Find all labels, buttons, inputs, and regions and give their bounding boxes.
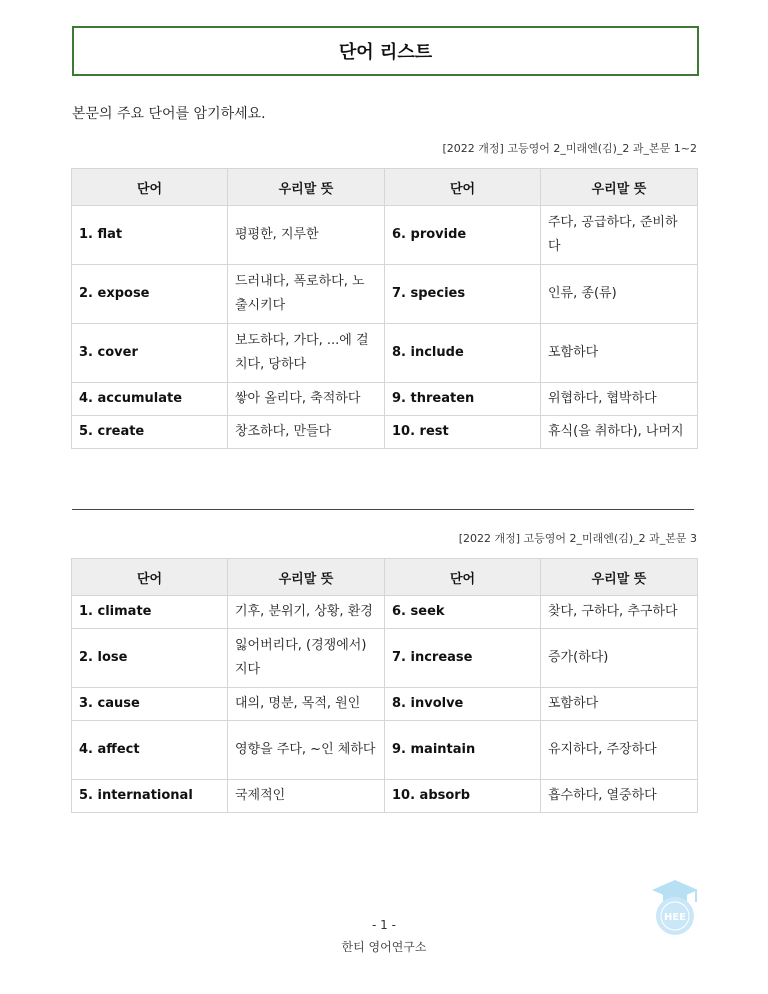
page-number: - 1 - xyxy=(372,918,396,932)
table-header-row xyxy=(72,169,698,206)
meaning-cell: 보도하다, 가다, ...에 걸치다, 당하다 xyxy=(228,324,385,383)
word-cell: 1. climate xyxy=(72,596,228,629)
table-row xyxy=(72,596,698,629)
vocab-table-2 xyxy=(71,558,698,813)
word-cell: 9. threaten xyxy=(385,383,541,416)
header-word: 단어 xyxy=(72,169,228,206)
word-cell: 5. international xyxy=(72,780,228,813)
word-cell: 7. species xyxy=(385,265,541,324)
source-label-1: [2022 개정] 고등영어 2_미래엔(김)_2 과_본문 1~2 xyxy=(442,142,697,155)
meaning-cell: 인류, 종(류) xyxy=(541,265,698,324)
word-cell: 2. lose xyxy=(72,629,228,688)
meaning-cell: 기후, 분위기, 상황, 환경 xyxy=(228,596,385,629)
meaning-cell: 평평한, 지루한 xyxy=(228,206,385,265)
logo-text: HEE xyxy=(663,912,687,923)
institute-name: 한티 영어연구소 xyxy=(341,940,427,954)
meaning-cell: 휴식(을 취하다), 나머지 xyxy=(541,416,698,449)
meaning-cell: 흡수하다, 열중하다 xyxy=(541,780,698,813)
meaning-cell: 쌓아 올리다, 축적하다 xyxy=(228,383,385,416)
meaning-cell: 포함하다 xyxy=(541,688,698,721)
source-label-2: [2022 개정] 고등영어 2_미래엔(김)_2 과_본문 3 xyxy=(458,532,697,545)
meaning-cell: 영향을 주다, ~인 체하다 xyxy=(228,721,385,780)
meaning-cell: 위협하다, 협박하다 xyxy=(541,383,698,416)
header-word: 단어 xyxy=(385,169,541,206)
meaning-cell: 대의, 명분, 목적, 원인 xyxy=(228,688,385,721)
table-row xyxy=(72,416,698,449)
section-divider xyxy=(72,509,694,510)
header-meaning: 우리말 뜻 xyxy=(541,169,698,206)
word-cell: 3. cover xyxy=(72,324,228,383)
meaning-cell: 포함하다 xyxy=(541,324,698,383)
meaning-cell: 드러내다, 폭로하다, 노출시키다 xyxy=(228,265,385,324)
header-meaning: 우리말 뜻 xyxy=(541,559,698,596)
word-cell: 10. rest xyxy=(385,416,541,449)
word-cell: 5. create xyxy=(72,416,228,449)
table-row xyxy=(72,780,698,813)
meaning-cell: 잃어버리다, (경쟁에서) 지다 xyxy=(228,629,385,688)
table-row xyxy=(72,629,698,688)
meaning-cell: 국제적인 xyxy=(228,780,385,813)
table-row xyxy=(72,721,698,780)
word-cell: 2. expose xyxy=(72,265,228,324)
vocab-table-1 xyxy=(71,168,698,449)
header-word: 단어 xyxy=(72,559,228,596)
table-row xyxy=(72,688,698,721)
word-cell: 1. flat xyxy=(72,206,228,265)
table-row xyxy=(72,324,698,383)
word-cell: 4. affect xyxy=(72,721,228,780)
word-cell: 7. increase xyxy=(385,629,541,688)
word-cell: 6. seek xyxy=(385,596,541,629)
header-meaning: 우리말 뜻 xyxy=(228,169,385,206)
page-title: 단어 리스트 xyxy=(72,26,699,76)
header-meaning: 우리말 뜻 xyxy=(228,559,385,596)
word-cell: 9. maintain xyxy=(385,721,541,780)
word-cell: 6. provide xyxy=(385,206,541,265)
meaning-cell: 증가(하다) xyxy=(541,629,698,688)
word-cell: 3. cause xyxy=(72,688,228,721)
header-word: 단어 xyxy=(385,559,541,596)
table-row xyxy=(72,265,698,324)
instruction-text: 본문의 주요 단어를 암기하세요. xyxy=(72,106,266,122)
meaning-cell: 유지하다, 주장하다 xyxy=(541,721,698,780)
table-row xyxy=(72,383,698,416)
meaning-cell: 창조하다, 만들다 xyxy=(228,416,385,449)
meaning-cell: 주다, 공급하다, 준비하다 xyxy=(541,206,698,265)
word-cell: 8. include xyxy=(385,324,541,383)
word-cell: 4. accumulate xyxy=(72,383,228,416)
table-row xyxy=(72,206,698,265)
table-header-row xyxy=(72,559,698,596)
word-cell: 10. absorb xyxy=(385,780,541,813)
meaning-cell: 찾다, 구하다, 추구하다 xyxy=(541,596,698,629)
graduation-cap-logo-icon xyxy=(650,878,700,938)
word-cell: 8. involve xyxy=(385,688,541,721)
